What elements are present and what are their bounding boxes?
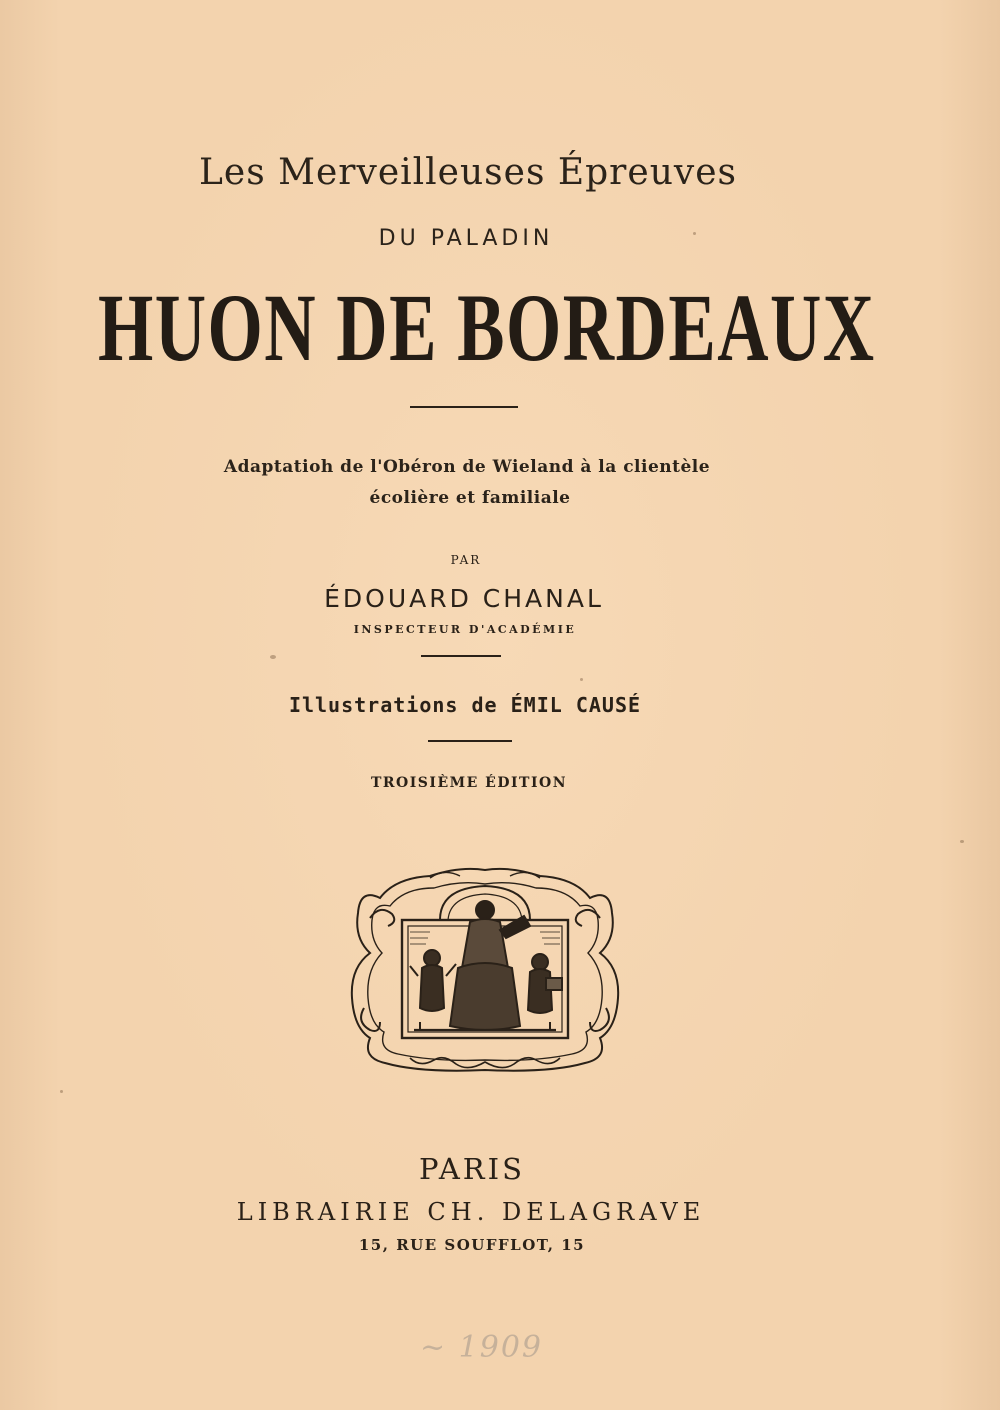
title-line-2: DU PALADIN	[378, 226, 554, 251]
paper-speck	[960, 840, 964, 843]
imprint-address: 15, RUE SOUFFLOT, 15	[358, 1236, 586, 1254]
paper-speck	[693, 232, 696, 235]
author-name: ÉDOUARD CHANAL	[324, 584, 604, 613]
subtitle-line-1: Adaptatioh de l'Obéron de Wieland à la clientèle	[223, 457, 711, 477]
paper-speck	[270, 655, 276, 659]
author-by-label: PAR	[450, 553, 482, 567]
main-title: HUON DE BORDEAUX	[98, 274, 876, 381]
imprint-city: PARIS	[419, 1152, 525, 1186]
title-line-1: Les Merveilleuses Épreuves	[198, 152, 737, 193]
illustrations-credit: Illustrations de ÉMIL CAUSÉ	[288, 693, 642, 717]
printer-mark-vignette-icon	[340, 858, 630, 1080]
divider-rule	[428, 740, 512, 742]
edition-label: TROISIÈME ÉDITION	[371, 775, 567, 791]
paper-speck	[60, 1090, 63, 1093]
divider-rule	[421, 655, 501, 657]
subtitle-line-2: écolière et familiale	[369, 488, 571, 508]
author-role: INSPECTEUR D'ACADÉMIE	[353, 623, 577, 636]
pencil-annotation: ~ 1909	[420, 1330, 544, 1365]
imprint-publisher: LIBRAIRIE CH. DELAGRAVE	[236, 1198, 706, 1226]
divider-rule	[410, 406, 518, 408]
paper-speck	[580, 678, 583, 681]
